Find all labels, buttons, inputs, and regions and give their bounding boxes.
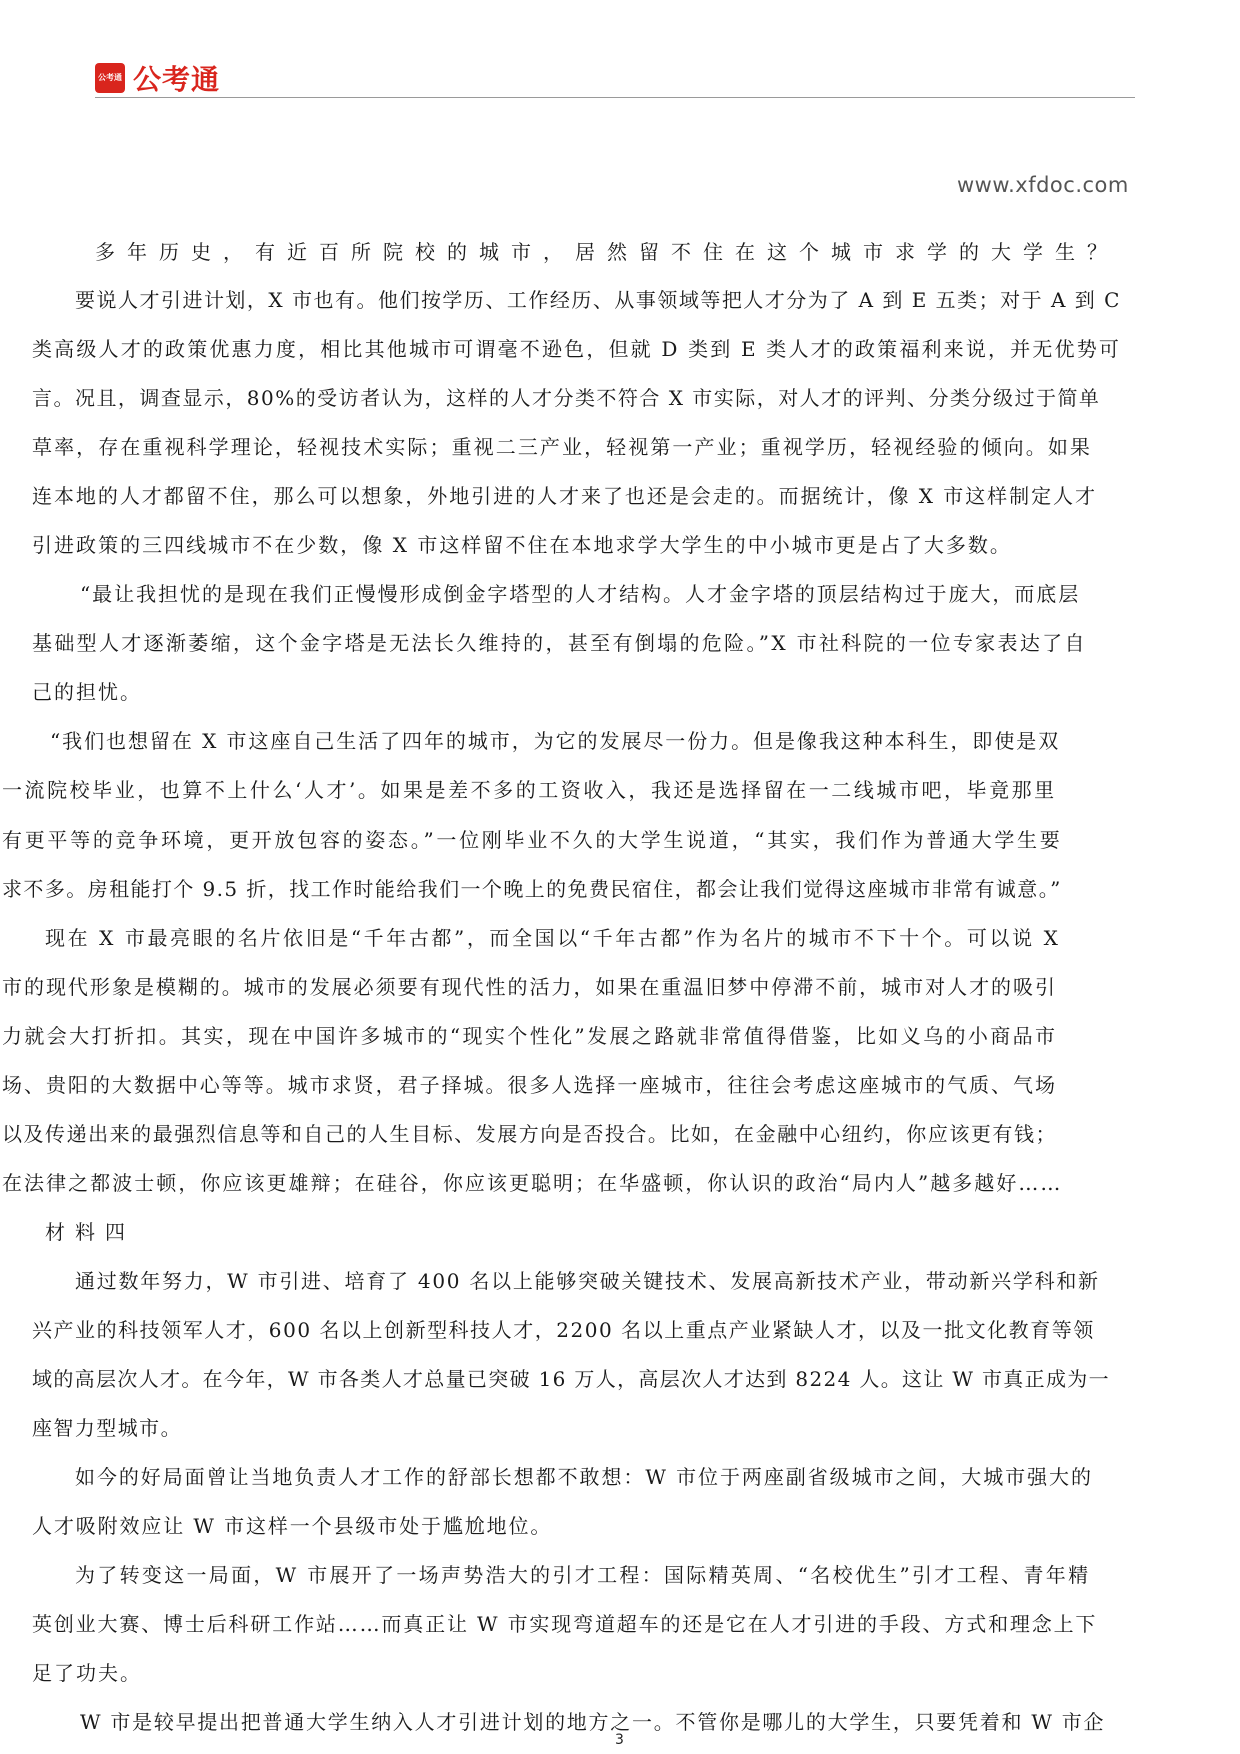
text-line: 以及传递出来的最强烈信息等和自己的人生目标、发展方向是否投合。比如，在金融中心纽约，你应该更有钱； [2,1122,1057,1146]
text-line: “我们也想留在 X 市这座自己生活了四年的城市，为它的发展尽一份力。但是像我这种本科生，即使是双 [50,729,1061,753]
page-number: 3 [615,1732,624,1748]
text-line: 足了功夫。 [32,1661,142,1685]
header-divider [95,97,1135,98]
text-line: 要说人才引进计划，X 市也有。他们按学历、工作经历、从事领域等把人才分为了 A 到 E 五类；对于 A 到 C [75,288,1121,312]
text-line: 现在 X 市最亮眼的名片依旧是“千年古都”，而全国以“千年古都”作为名片的城市不下十个。可以说 X [45,926,1061,950]
text-line: 力就会大打折扣。其实，现在中国许多城市的“现实个性化”发展之路就非常值得借鉴，比如义乌的小商品市 [2,1024,1058,1048]
text-line: 草率，存在重视科学理论，轻视技术实际；重视二三产业，轻视第一产业；重视学历，轻视经验的倾向。如果 [32,435,1092,459]
text-line: 基础型人才逐渐萎缩，这个金字塔是无法长久维持的，甚至有倒塌的危险。”X 市社科院的一位专家表达了自 [32,631,1087,655]
text-line: “最让我担忧的是现在我们正慢慢形成倒金字塔型的人才结构。人才金字塔的顶层结构过于庞大，而底层 [80,582,1081,606]
text-line: 己的担忧。 [32,680,142,704]
text-line: 类高级人才的政策优惠力度，相比其他城市可谓毫不逊色，但就 D 类到 E 类人才的政策福利来说，并无优势可 [32,337,1122,361]
text-line: 多年历史，有近百所院校的城市，居然留不住在这个城市求学的大学生？ [95,240,1119,264]
text-line: 如今的好局面曾让当地负责人才工作的舒部长想都不敢想：W 市位于两座副省级城市之间，大城市强大的 [75,1465,1093,1489]
watermark-url: www.xfdoc.com [957,173,1129,197]
logo-icon: 公考通 [95,63,125,93]
text-line: 场、贵阳的大数据中心等等。城市求贤，君子择城。很多人选择一座城市，往往会考虑这座城市的气质、气场 [2,1073,1057,1097]
text-line: 通过数年努力，W 市引进、培育了 400 名以上能够突破关键技术、发展高新技术产业，带动新兴学科和新 [75,1269,1100,1293]
text-line: W 市是较早提出把普通大学生纳入人才引进计划的地方之一。不管你是哪儿的大学生，只要凭着和 W 市企 [80,1710,1106,1734]
text-line: 引进政策的三四线城市不在少数，像 X 市这样留不住在本地求学大学生的中小城市更是占了大多数。 [32,533,1012,557]
text-line: 座智力型城市。 [32,1416,182,1440]
text-line: 英创业大赛、博士后科研工作站……而真正让 W 市实现弯道超车的还是它在人才引进的手段、方式和理念上下 [32,1612,1098,1636]
text-line: 在法律之都波士顿，你应该更雄辩；在硅谷，你应该更聪明；在华盛顿，你认识的政治“局内人”越多越好…… [2,1171,1063,1195]
text-line: 有更平等的竞争环境，更开放包容的姿态。”一位刚毕业不久的大学生说道，“其实，我们作为普通大学生要 [2,828,1063,852]
text-line: 兴产业的科技领军人才，600 名以上创新型科技人才，2200 名以上重点产业紧缺人才，以及一批文化教育等领 [32,1318,1095,1342]
section-heading: 材料四 [45,1220,135,1244]
header-logo [95,58,220,98]
text-line: 市的现代形象是模糊的。城市的发展必须要有现代性的活力，如果在重温旧梦中停滞不前，城市对人才的吸引 [2,975,1057,999]
text-line: 言。况且，调查显示，80%的受访者认为，这样的人才分类不符合 X 市实际，对人才的评判、分类分级过于简单 [32,386,1101,410]
logo-text: 公考通 [133,63,221,96]
text-line: 为了转变这一局面，W 市展开了一场声势浩大的引才工程：国际精英周、“名校优生”引才工程、青年精 [75,1563,1091,1587]
text-line: 域的高层次人才。在今年，W 市各类人才总量已突破 16 万人，高层次人才达到 8224 人。这让 W 市真正成为一 [32,1367,1110,1391]
text-line: 一流院校毕业，也算不上什么‘人才’。如果是差不多的工资收入，我还是选择留在一二线城市吧，毕竟那里 [2,778,1057,802]
text-line: 求不多。房租能打个 9.5 折，找工作时能给我们一个晚上的免费民宿住，都会让我们觉得这座城市非常有诚意。” [2,877,1062,901]
text-line: 连本地的人才都留不住，那么可以想象，外地引进的人才来了也还是会走的。而据统计，像 X 市这样制定人才 [32,484,1097,508]
text-line: 人才吸附效应让 W 市这样一个县级市处于尴尬地位。 [32,1514,553,1538]
